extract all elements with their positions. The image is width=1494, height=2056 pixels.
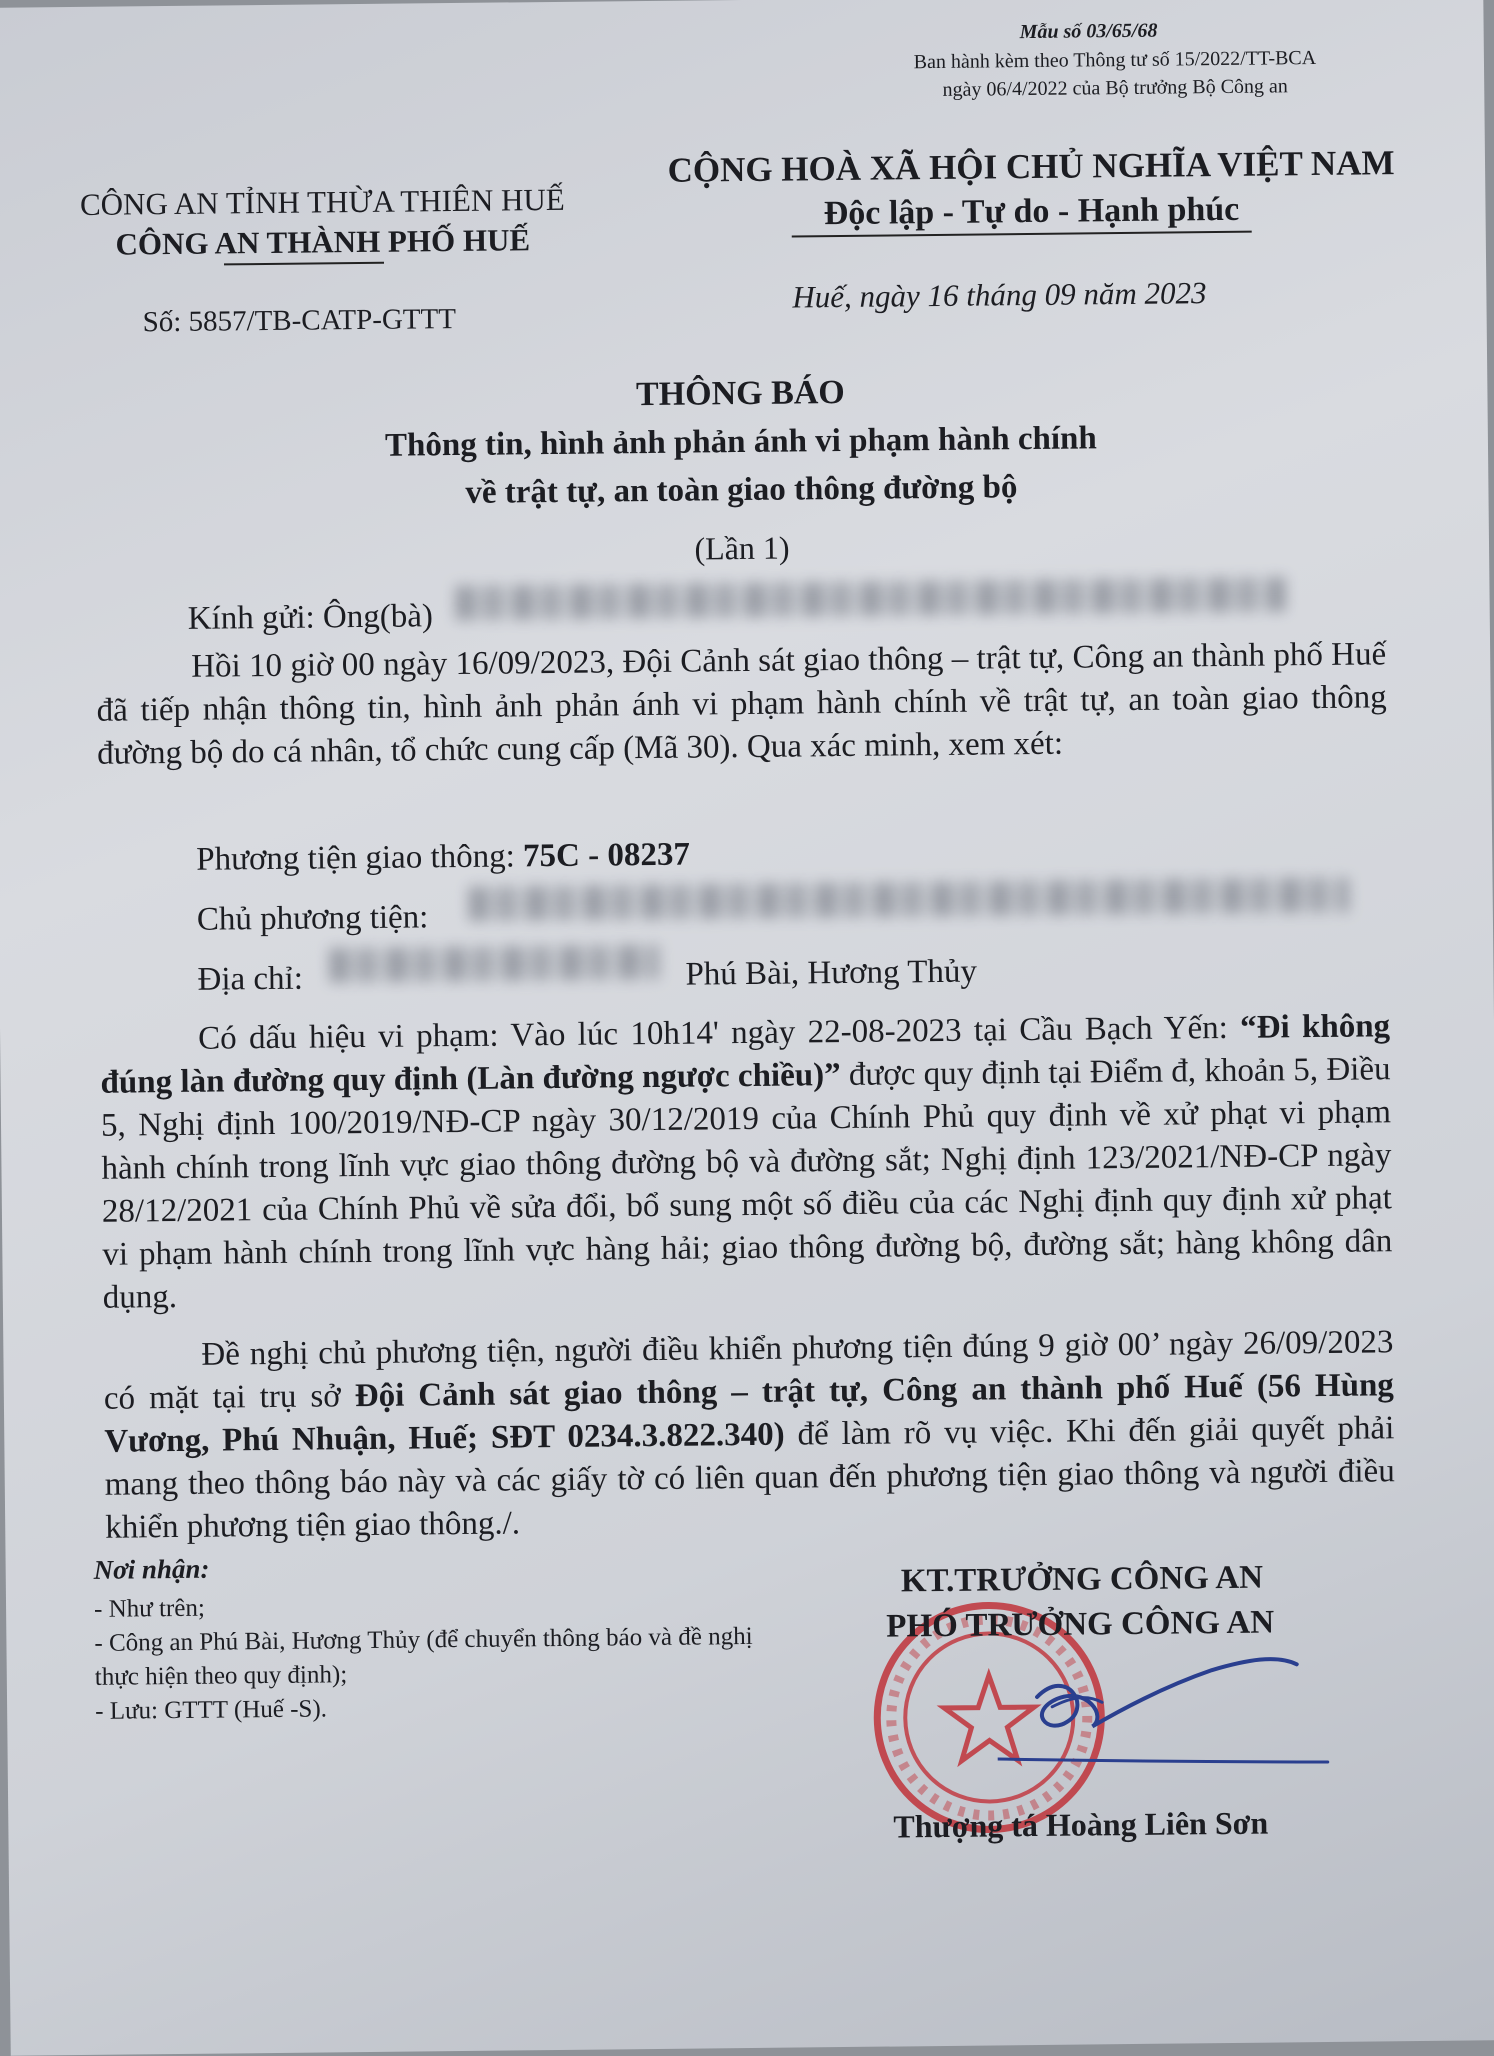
request-text-1: Đề nghị chủ phương tiện, người điều khiển phương tiện đúng 9 giờ 00’ ngày 26/09/2023 có mặt tại trụ sở [103,1324,1394,1417]
form-note-line2: ngày 06/4/2022 của Bộ trưởng Bộ Công an [942,75,1288,101]
form-number: Mẫu số 03/65/68 [1019,19,1158,44]
recipient-item: - Công an Phú Bài, Hương Thủy (để chuyển thông báo và đề nghị thực hiện theo quy định); [94,1622,753,1691]
signature-title-line2: PHÓ TRƯỞNG CÔNG AN [886,1604,1275,1645]
signature-title-line1: KT.TRƯỞNG CÔNG AN [900,1559,1264,1600]
request-location: Đội Cảnh sát giao thông – trật tự, Công an thành phố Huế (56 Hùng Vương, Phú Nhuận, Huế; SĐT 0234.3.822.340) [104,1367,1395,1460]
vehicle-plate: 75C - 08237 [522,836,691,875]
notice-count: (Lần 1) [694,529,790,567]
org-parent: CÔNG AN TỈNH THỪA THIÊN HUẾ [79,181,565,222]
paragraph-intro: Hồi 10 giờ 00 ngày 16/09/2023, Đội Cảnh sát giao thông – trật tự, Công an thành phố Huế đã tiếp nhận thông tin, hình ảnh phản ánh vi phạm hành chính về trật tự, an toàn giao thông đường bộ do cá nhân, tổ chức cung cấp (Mã 30). Qua xác minh, xem xét: [96,636,1387,772]
recipient-item: - Như trên; [93,1594,205,1623]
recipients-list [94,1586,775,1729]
form-note-line1: Ban hành kèm theo Thông tư số 15/2022/TT-BCA [913,46,1317,74]
violation-name: “Đi không đúng làn đường quy định (Làn đường ngược chiều)” [100,1008,1391,1101]
country-name: CỘNG HOÀ XÃ HỘI CHỦ NGHĨA VIỆT NAM [667,143,1395,190]
handwritten-signature-icon [996,1634,1337,1778]
redacted-owner-name [469,878,1349,921]
signer-name: Thượng tá Hoàng Liên Sơn [893,1804,1269,1845]
violation-legal-basis: được quy định tại Điểm đ, khoản 5, Điều 5, Nghị định 100/2019/NĐ-CP ngày 30/12/2019 của Chính Phủ quy định về xử phạt vi phạm hành chính trong lĩnh vực giao thông đường bộ và đường sắt; Nghị định 123/2021/NĐ-CP ngày 28/12/2021 của Chính Phủ về sửa đổi, bổ sung một số điều của các Nghị định quy định xử phạt vi phạm hành chính trong lĩnh vực hàng hải; giao thông đường bộ, đường sắt; hàng không dân dụng. [100,1051,1393,1316]
paragraph-request [103,1321,1395,1549]
subtitle-line2: về trật tự, an toàn giao thông đường bộ [465,469,1018,511]
address-value: Phú Bài, Hương Thủy [685,953,978,993]
recipient-item: - Lưu: GTTT (Huế -S). [95,1695,328,1725]
greeting: Kính gửi: Ông(bà) [187,598,434,637]
org-self: CÔNG AN THÀNH PHỐ HUẾ [115,222,531,262]
paragraph-violation [100,1005,1393,1319]
org-underline [224,262,384,266]
redacted-address [329,945,659,982]
recipients-heading: Nơi nhận: [93,1553,210,1585]
vehicle-row [196,837,690,879]
form-note [855,43,1376,104]
document-number: Số: 5857/TB-CATP-GTTT [142,303,457,339]
place-date: Huế, ngày 16 tháng 09 năm 2023 [792,275,1207,315]
document-title: THÔNG BÁO [635,373,845,414]
owner-label: Chủ phương tiện: [196,899,429,938]
subtitle-line1: Thông tin, hình ảnh phản ánh vi phạm hành chính [384,420,1097,464]
vehicle-label: Phương tiện giao thông: [196,838,515,878]
national-motto: Độc lập - Tự do - Hạnh phúc [823,190,1240,233]
address-label: Địa chỉ: [197,960,304,998]
violation-intro: Có dấu hiệu vi phạm: Vào lúc 10h14' ngày 22-08-2023 tại Cầu Bạch Yến: [197,1009,1229,1057]
redacted-recipient-name [455,577,1285,620]
request-text-2: để làm rõ vụ việc. Khi đến giải quyết phải mang theo thông báo này và các giấy tờ có liên quan đến phương tiện giao thông và người điều khiển phương tiện giao thông./. [104,1410,1395,1546]
